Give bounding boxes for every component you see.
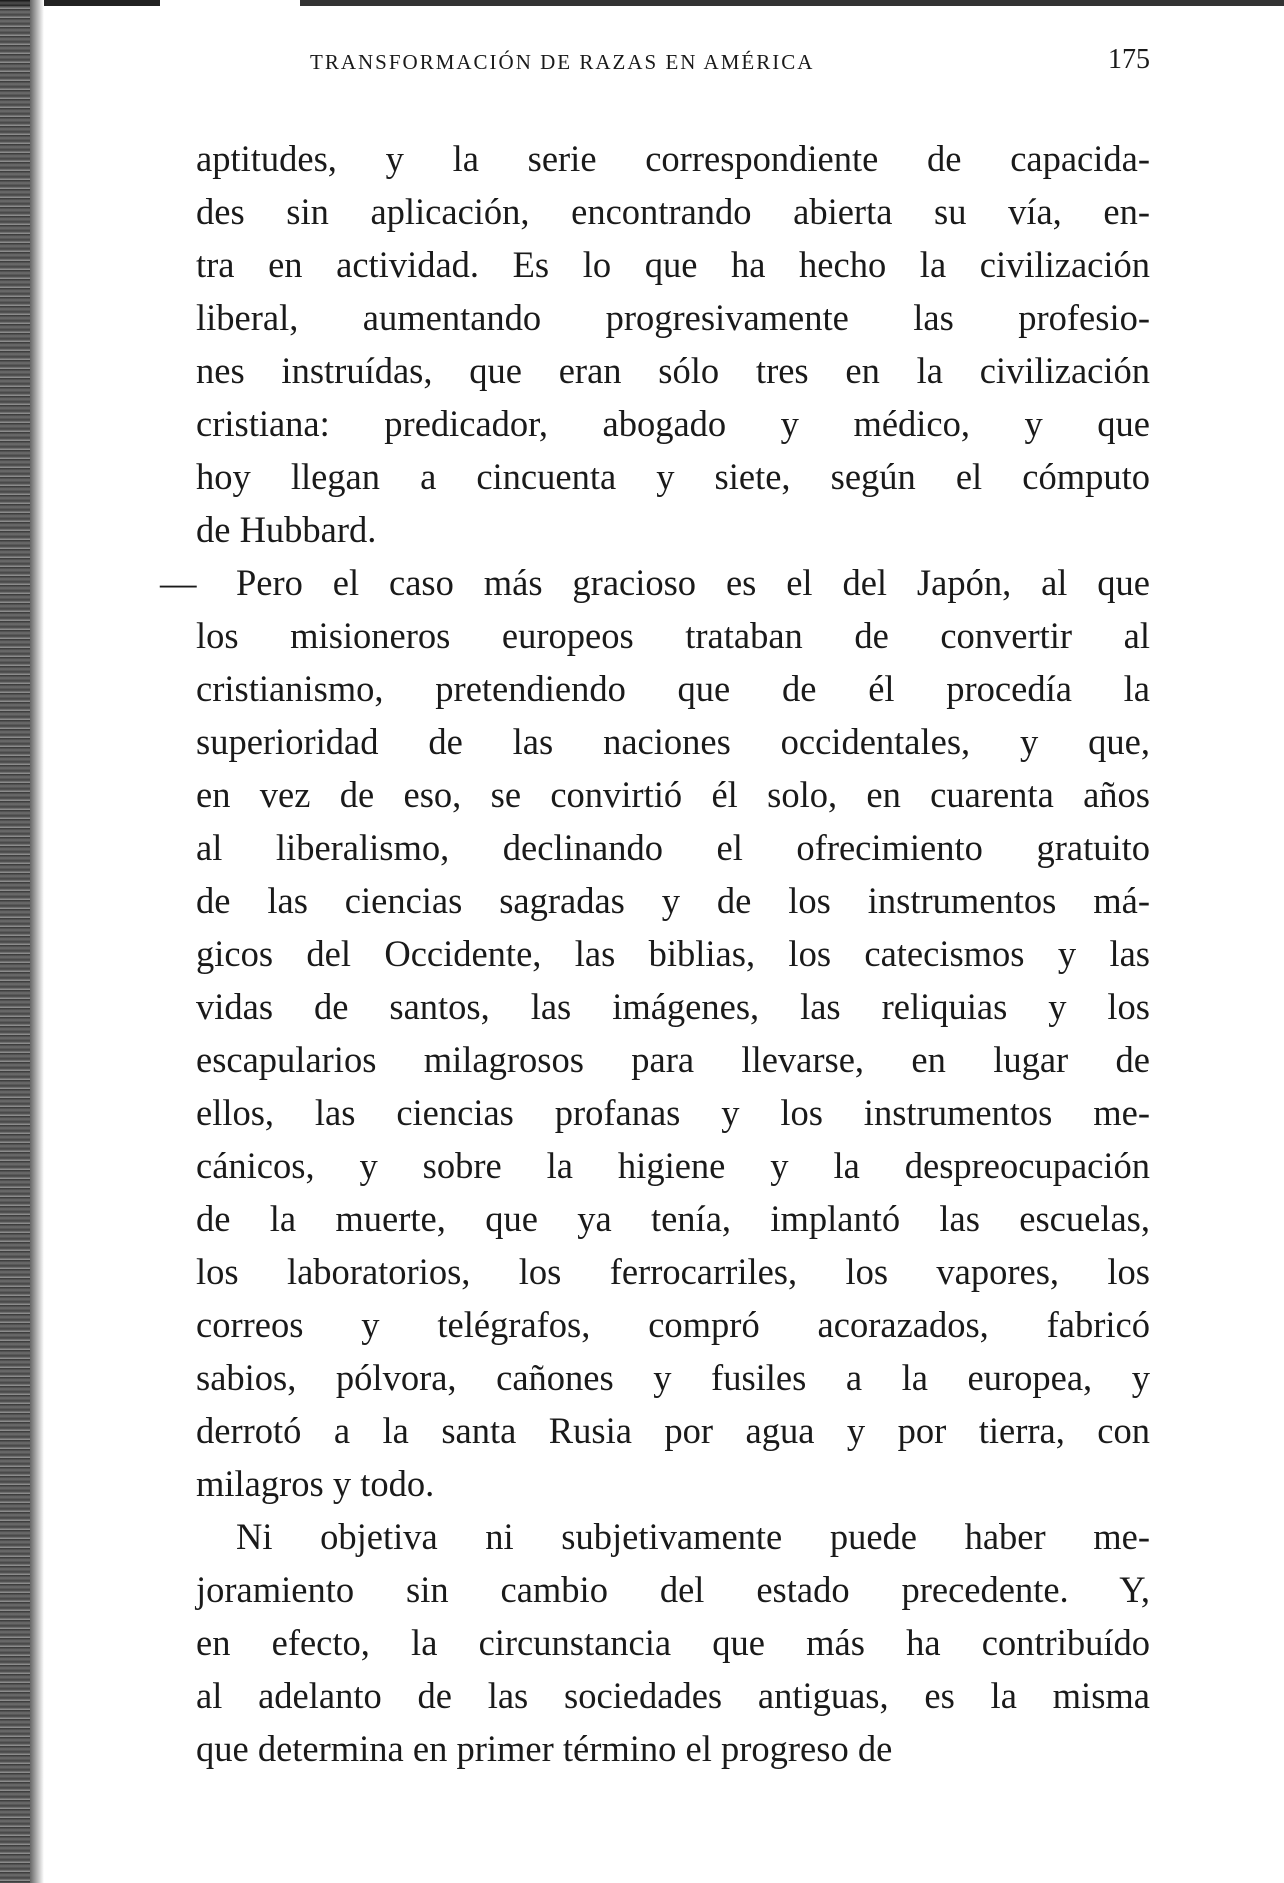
text-line: [196, 1510, 1150, 1563]
line-text: de las ciencias sagradas y de los instrumentos má-: [196, 880, 1150, 921]
line-text: vidas de santos, las imágenes, las reliquias y los: [196, 986, 1150, 1027]
line-text: hoy llegan a cincuenta y siete, según el cómputo: [196, 456, 1150, 497]
binding-gradient: [30, 0, 44, 1883]
line-text: en efecto, la circunstancia que más ha contribuído: [196, 1622, 1150, 1663]
running-title: TRANSFORMACIÓN DE RAZAS EN AMÉRICA: [310, 50, 815, 74]
line-text: aptitudes, y la serie correspondiente de capacida-: [196, 138, 1150, 179]
text-line: [196, 1669, 1150, 1722]
text-line: [196, 1298, 1150, 1351]
text-line: [196, 344, 1150, 397]
text-line: [196, 1457, 1150, 1510]
line-text: des sin aplicación, encontrando abierta su vía, en-: [196, 191, 1150, 232]
text-line: [196, 1033, 1150, 1086]
line-text: Pero el caso más gracioso es el del Japón, al que: [236, 562, 1150, 603]
line-text: ellos, las ciencias profanas y los instrumentos me-: [196, 1092, 1150, 1133]
line-text: milagros y todo.: [196, 1463, 435, 1504]
line-text: al liberalismo, declinando el ofrecimiento gratuito: [196, 827, 1150, 868]
page-top-edge: [0, 0, 1284, 6]
text-line: [196, 1563, 1150, 1616]
line-text: al adelanto de las sociedades antiguas, es la misma: [196, 1675, 1150, 1716]
text-line: [196, 450, 1150, 503]
text-line: [196, 715, 1150, 768]
line-text: gicos del Occidente, las biblias, los catecismos y las: [196, 933, 1150, 974]
text-line: [196, 185, 1150, 238]
text-line: [196, 1086, 1150, 1139]
text-line: [196, 291, 1150, 344]
line-text: cristianismo, pretendiendo que de él procedía la: [196, 668, 1150, 709]
line-text: escapularios milagrosos para llevarse, en lugar de: [196, 1039, 1150, 1080]
text-line: [196, 132, 1150, 185]
line-text: cánicos, y sobre la higiene y la despreocupación: [196, 1145, 1150, 1186]
text-line: [196, 1139, 1150, 1192]
text-line: [160, 556, 1150, 609]
text-line: [196, 927, 1150, 980]
text-line: [196, 980, 1150, 1033]
text-line: [196, 1404, 1150, 1457]
line-text: superioridad de las naciones occidentales, y que,: [196, 721, 1150, 762]
line-text: tra en actividad. Es lo que ha hecho la civilización: [196, 244, 1150, 285]
text-line: [196, 662, 1150, 715]
text-line: [196, 503, 1150, 556]
line-text: de Hubbard.: [196, 509, 377, 550]
page-number: 175: [1108, 44, 1150, 75]
line-text: Ni objetiva ni subjetivamente puede haber me-: [236, 1516, 1150, 1557]
text-line: [196, 1616, 1150, 1669]
text-line: [196, 1722, 1150, 1775]
text-line: [196, 397, 1150, 450]
body-text: [160, 132, 1150, 1775]
text-line: [196, 238, 1150, 291]
line-text: correos y telégrafos, compró acorazados, fabricó: [196, 1304, 1150, 1345]
text-line: [196, 874, 1150, 927]
line-text: de la muerte, que ya tenía, implantó las escuelas,: [196, 1198, 1150, 1239]
text-line: [196, 1192, 1150, 1245]
text-line: [196, 1351, 1150, 1404]
line-text: sabios, pólvora, cañones y fusiles a la europea, y: [196, 1357, 1150, 1398]
text-line: [196, 821, 1150, 874]
line-text: liberal, aumentando progresivamente las profesio-: [196, 297, 1150, 338]
line-text: en vez de eso, se convirtió él solo, en cuarenta años: [196, 774, 1150, 815]
text-line: [196, 609, 1150, 662]
running-header: [310, 40, 1160, 80]
text-line: [196, 768, 1150, 821]
line-text: los misioneros europeos trataban de convertir al: [196, 615, 1150, 656]
line-text: que determina en primer término el progreso de: [196, 1728, 893, 1769]
text-line: [196, 1245, 1150, 1298]
dialogue-dash: —: [160, 562, 197, 603]
line-text: nes instruídas, que eran sólo tres en la civilización: [196, 350, 1150, 391]
line-text: joramiento sin cambio del estado precedente. Y,: [196, 1569, 1150, 1610]
line-text: los laboratorios, los ferrocarriles, los vapores, los: [196, 1251, 1150, 1292]
line-text: derrotó a la santa Rusia por agua y por tierra, con: [196, 1410, 1150, 1451]
book-binding-shadow: [0, 0, 30, 1883]
line-text: cristiana: predicador, abogado y médico, y que: [196, 403, 1150, 444]
